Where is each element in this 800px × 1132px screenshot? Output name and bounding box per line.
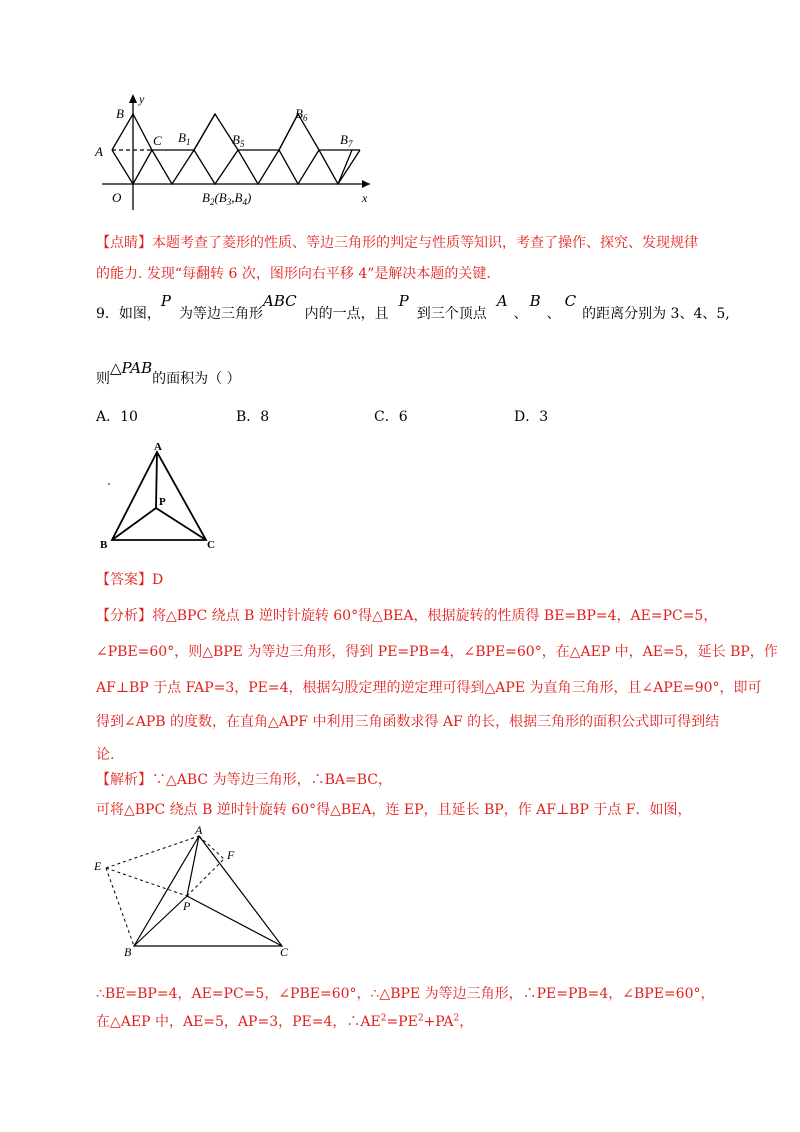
label-B2-B3-B4: $B_2(B_3,B_4)$ <box>202 190 252 207</box>
label-O: O <box>112 190 122 205</box>
label-P: P <box>183 899 191 913</box>
dashed-af <box>199 836 224 859</box>
label-B: B <box>116 106 124 121</box>
conclusion-line-2: 在△AEP 中，AE=5，AP=3，PE=4，$\therefore AE^2=PE^2+PA^2$， <box>96 1013 474 1030</box>
dashed-pf <box>187 859 224 896</box>
comment-line-2: 的能力. 发现“每翻转 6 次，图形向右平移 4”是解决本题的关键. <box>96 266 491 282</box>
analysis-line-1: 【分析】将△BPC 绕点 B 逆时针旋转 60°得△BEA，根据旋转的性质得 BE=BP=4，AE=PC=5， <box>96 608 718 624</box>
analysis-line-4: 得到∠APB 的度数，在直角△APF 中利用三角函数求得 AF 的长，根据三角形的面积公式即可得到结 <box>96 714 720 730</box>
stray-dot <box>108 483 110 485</box>
option-d[interactable]: D．3 <box>514 409 549 425</box>
answer-text: 【答案】D <box>96 572 164 588</box>
y-axis-arrow <box>129 94 137 103</box>
triangle-abc <box>134 836 282 946</box>
label-B6: $B_6$ <box>295 106 308 123</box>
label-B7: $B_7$ <box>340 132 353 149</box>
label-A: A <box>154 441 162 453</box>
rhombus-chain-upper <box>112 114 360 184</box>
figure-rotation <box>92 826 302 960</box>
label-C: C <box>153 133 162 148</box>
label-C: C <box>280 945 289 959</box>
analysis-line-5: 论. <box>96 747 115 763</box>
analysis-line-2: ∠PBE=60°，则△BPE 为等边三角形，得到 PE=PB=4，∠BPE=60°，在△AEP 中，AE=5，延长 BP，作 <box>96 644 778 660</box>
analysis-line-3: AF⊥BP 于点 FAP=3，PE=4，根据勾股定理的逆定理可得到△APE 为直角三角形，且∠APE=90°，即可 <box>96 680 762 696</box>
question-line-1: 9．如图，P为等边三角形ABC内的一点，且P到三个顶点A、B、C的距离分别为 3、4、5, <box>96 292 730 322</box>
option-b[interactable]: B．8 <box>236 409 270 425</box>
segment-pb <box>134 896 187 946</box>
figure-rhombus-flip <box>90 88 390 213</box>
label-B: B <box>100 539 108 551</box>
segment-pa <box>156 452 157 508</box>
label-B: B <box>124 945 132 959</box>
question-line-2: 则△PAB的面积为（ ） <box>96 359 241 387</box>
dashed-ep <box>106 868 187 896</box>
label-A: A <box>95 144 103 159</box>
x-axis-arrow <box>362 180 370 188</box>
label-y: y <box>139 92 145 106</box>
rhombus-chain-lower <box>112 150 152 184</box>
label-P: P <box>159 496 166 508</box>
label-E: E <box>94 859 102 873</box>
option-c[interactable]: C．6 <box>374 409 408 425</box>
label-A: A <box>195 826 203 837</box>
dashed-ea <box>106 836 199 868</box>
rhombus-end <box>338 150 352 184</box>
rhombus-right-tail <box>194 114 238 184</box>
option-a[interactable]: A．10 <box>96 409 138 425</box>
rhombus-right-tail-2 <box>279 114 319 184</box>
label-B5: $B_5$ <box>232 132 245 149</box>
label-C: C <box>207 539 215 551</box>
segment-pb <box>112 508 156 540</box>
solution-line-2: 可将△BPC 绕点 B 逆时针旋转 60°得△BEA，连 EP，且延长 BP，作 AF⊥BP 于点 F．如图， <box>96 802 692 818</box>
label-F: F <box>227 848 235 862</box>
label-x: x <box>362 191 368 205</box>
segment-pc <box>156 508 206 540</box>
conclusion-line-1: ∴BE=BP=4，AE=PC=5，∠PBE=60°，∴△BPE 为等边三角形，∴PE=PB=4，∠BPE=60°， <box>96 986 715 1002</box>
solution-line-1: 【解析】∵△ABC 为等边三角形，∴BA=BC， <box>96 772 392 788</box>
dashed-eb <box>106 868 134 946</box>
comment-line-1: 【点睛】本题考查了菱形的性质、等边三角形的判定与性质等知识，考查了操作、探究、发现规律 <box>96 235 698 251</box>
figure-triangle-p <box>96 440 226 552</box>
segment-pc <box>187 896 282 946</box>
label-B1: $B_1$ <box>178 130 191 147</box>
